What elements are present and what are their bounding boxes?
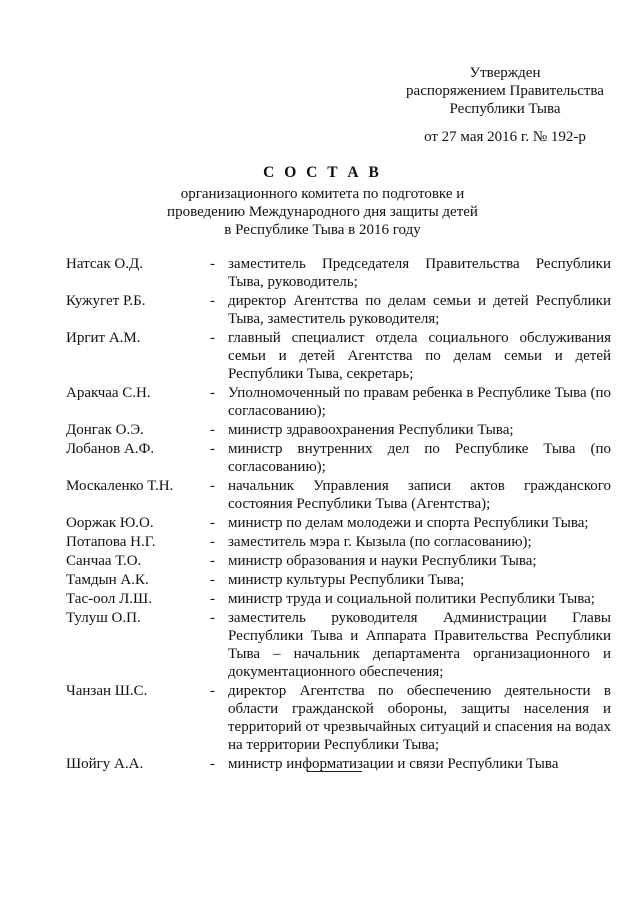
member-dash: - (210, 293, 215, 309)
member-role: начальник Управления записи актов гражданского состояния Республики Тыва (Агентства); (228, 478, 611, 512)
member-dash: - (210, 610, 215, 626)
member-dash: - (210, 515, 215, 531)
member-dash: - (210, 591, 215, 607)
member-row (66, 440, 611, 476)
member-role: заместитель Председателя Правительства Республики Тыва, руководитель; (228, 256, 611, 290)
member-row (66, 421, 611, 439)
title-line-3: в Республике Тыва в 2016 году (224, 222, 421, 238)
member-row (66, 514, 611, 532)
end-divider (307, 771, 362, 772)
member-dash: - (210, 422, 215, 438)
member-role: министр культуры Республики Тыва; (228, 572, 465, 588)
member-name: Лобанов А.Ф. (66, 441, 155, 457)
member-row (66, 477, 611, 513)
member-role: директор Агентства по обеспечению деятельности в области гражданской обороны, защиты населения и территорий от чрезвычайных ситуаций и спасения на водах на территории Республики Тыва; (228, 683, 611, 753)
member-name: Иргит А.М. (66, 330, 141, 346)
approval-block (395, 64, 615, 146)
member-dash: - (210, 385, 215, 401)
member-role: министр труда и социальной политики Республики Тыва; (228, 591, 595, 607)
title-line-1: организационного комитета по подготовке и (180, 186, 465, 202)
member-row (66, 255, 611, 291)
member-name: Донгак О.Э. (66, 422, 144, 438)
member-name: Аракчаа С.Н. (66, 385, 151, 401)
member-dash: - (210, 441, 215, 457)
member-role: заместитель мэра г. Кызыла (по согласованию); (228, 534, 532, 550)
member-name: Ооржак Ю.О. (66, 515, 154, 531)
member-name: Тулуш О.П. (66, 610, 141, 626)
member-row (66, 590, 611, 608)
members-list (66, 255, 611, 774)
member-row (66, 552, 611, 570)
member-dash: - (210, 330, 215, 346)
member-dash: - (210, 683, 215, 699)
member-dash: - (210, 572, 215, 588)
member-name: Санчаа Т.О. (66, 553, 142, 569)
member-role: заместитель руководителя Администрации Главы Республики Тыва и Аппарата Правительства Республики Тыва – начальник департамента организационного и документационного обеспечения; (228, 610, 611, 680)
member-row (66, 384, 611, 420)
member-dash: - (210, 553, 215, 569)
member-role: министр здравоохранения Республики Тыва; (228, 422, 514, 438)
approval-line-2: распоряжением Правительства (406, 83, 604, 99)
approval-line-1: Утвержден (469, 65, 541, 81)
member-role: министр по делам молодежи и спорта Республики Тыва; (228, 515, 589, 531)
member-role: Уполномоченный по правам ребенка в Республике Тыва (по согласованию); (228, 385, 611, 419)
member-dash: - (210, 756, 215, 772)
approval-line-3: Республики Тыва (449, 101, 561, 117)
member-row (66, 329, 611, 383)
member-dash: - (210, 478, 215, 494)
member-name: Потапова Н.Г. (66, 534, 156, 550)
member-dash: - (210, 534, 215, 550)
member-name: Кужугет Р.Б. (66, 293, 146, 309)
member-name: Шойгу А.А. (66, 756, 144, 772)
member-row (66, 609, 611, 681)
approval-date: от 27 мая 2016 г. № 192-р (424, 129, 586, 145)
member-row (66, 292, 611, 328)
member-name: Чанзан Ш.С. (66, 683, 148, 699)
document-heading: С О С Т А В (263, 164, 382, 181)
member-role: министр информатизации и связи Республики Тыва (228, 756, 559, 772)
member-role: главный специалист отдела социального обслуживания семьи и детей Агентства по делам семьи и детей Республики Тыва, секретарь; (228, 330, 611, 382)
member-name: Москаленко Т.Н. (66, 478, 174, 494)
member-row (66, 533, 611, 551)
title-line-2: проведению Международного дня защиты детей (167, 204, 478, 220)
title-block (60, 164, 585, 239)
member-name: Тас-оол Л.Ш. (66, 591, 152, 607)
member-row (66, 571, 611, 589)
member-role: министр образования и науки Республики Тыва; (228, 553, 537, 569)
member-name: Тамдын А.К. (66, 572, 149, 588)
member-name: Натсак О.Д. (66, 256, 143, 272)
member-role: министр внутренних дел по Республике Тыва (по согласованию); (228, 441, 611, 475)
member-dash: - (210, 256, 215, 272)
member-row (66, 682, 611, 754)
member-role: директор Агентства по делам семьи и детей Республики Тыва, заместитель руководителя; (228, 293, 611, 327)
